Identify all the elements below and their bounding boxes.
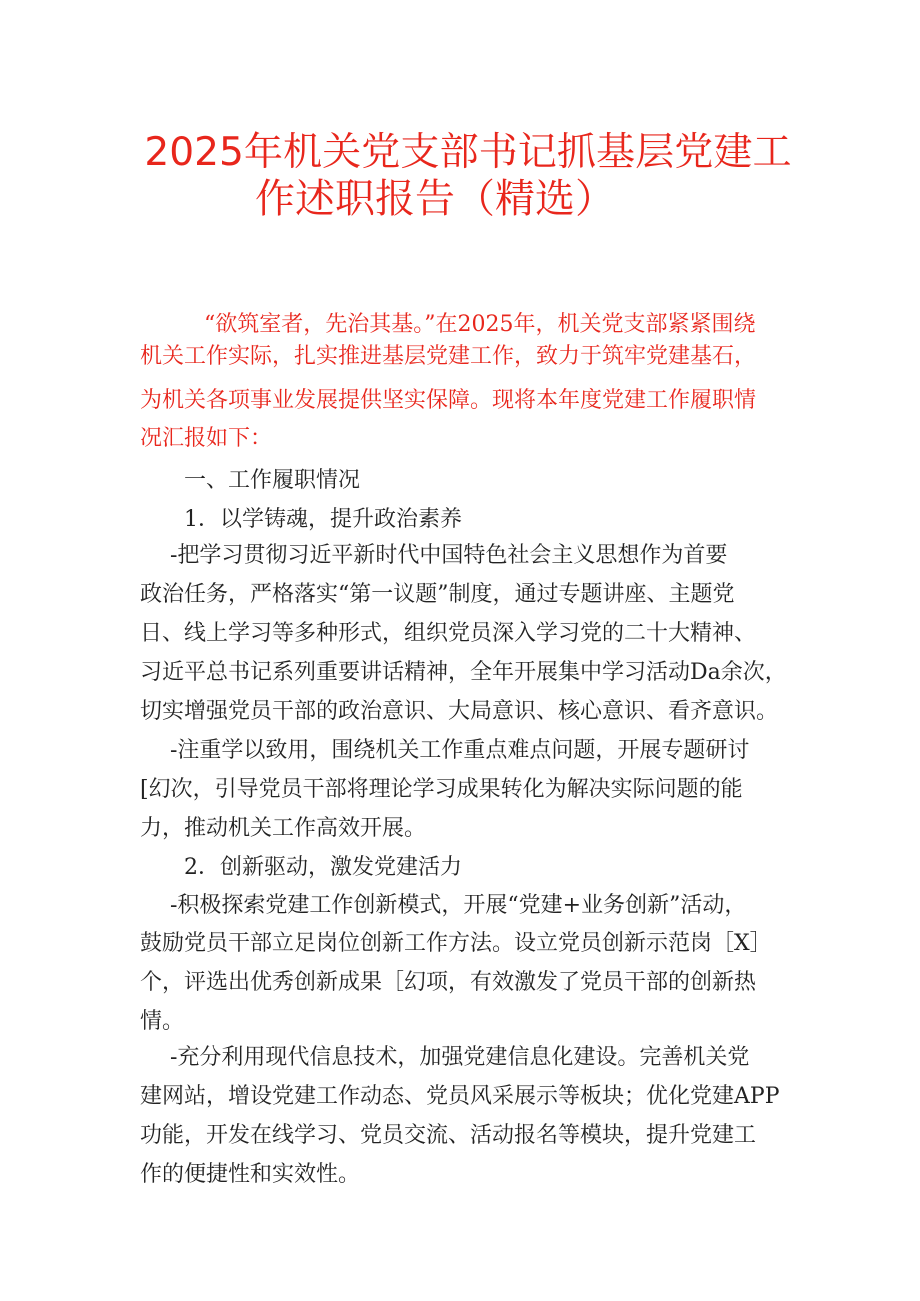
document-title-line-2: 作述职报告（精选） xyxy=(255,176,615,222)
document-title-line-1: 2025年机关党支部书记抓基层党建工 xyxy=(144,130,792,175)
paragraph-line: -充分利用现代信息技术，加强党建信息化建设。完善机关党 xyxy=(170,1045,750,1070)
paragraph-line: 情。 xyxy=(140,1009,185,1034)
paragraph-line: 鼓励党员干部立足岗位创新工作方法。设立党员创新示范岗［X］ xyxy=(140,931,772,956)
section-heading: 一、工作履职情况 xyxy=(184,468,361,493)
paragraph-line: -注重学以致用，围绕机关工作重点难点问题，开展专题研讨 xyxy=(170,738,750,763)
paragraph-line: -把学习贯彻习近平新时代中国特色社会主义思想作为首要 xyxy=(170,543,728,568)
paragraph-line: 切实增强党员干部的政治意识、大局意识、核心意识、看齐意识。 xyxy=(140,699,779,724)
intro-line: 为机关各项事业发展提供坚实保障。现将本年度党建工作履职情 xyxy=(140,388,757,413)
paragraph-line: 政治任务，严格落实“第一议题”制度，通过专题讲座、主题党 xyxy=(140,582,735,607)
intro-line: 机关工作实际，扎实推进基层党建工作，致力于筑牢党建基石， xyxy=(140,344,757,369)
paragraph-line: -积极探索党建工作创新模式，开展“党建+业务创新”活动， xyxy=(170,893,747,918)
paragraph-line: [幻次，引导党员干部将理论学习成果转化为解决实际问题的能 xyxy=(140,777,743,802)
item-heading: 2．创新驱动，激发党建活力 xyxy=(184,855,462,880)
item-heading: 1．以学铸魂，提升政治素养 xyxy=(184,507,462,532)
paragraph-line: 力，推动机关工作高效开展。 xyxy=(140,816,427,841)
paragraph-line: 建网站，增设党建工作动态、党员风采展示等板块；优化党建APP xyxy=(140,1084,780,1109)
paragraph-line: 个，评选出优秀创新成果［幻项，有效激发了党员干部的创新热 xyxy=(140,970,757,995)
intro-line: 况汇报如下： xyxy=(140,426,273,451)
intro-line: “欲筑室者，先治其基。”在2025年，机关党支部紧紧围绕 xyxy=(204,312,756,337)
paragraph-line: 作的便捷性和实效性。 xyxy=(140,1162,361,1187)
paragraph-line: 功能，开发在线学习、党员交流、活动报名等模块，提升党建工 xyxy=(140,1123,757,1148)
paragraph-line: 习近平总书记系列重要讲话精神，全年开展集中学习活动Da余次， xyxy=(140,660,787,685)
paragraph-line: 日、线上学习等多种形式，组织党员深入学习党的二十大精神、 xyxy=(140,621,757,646)
